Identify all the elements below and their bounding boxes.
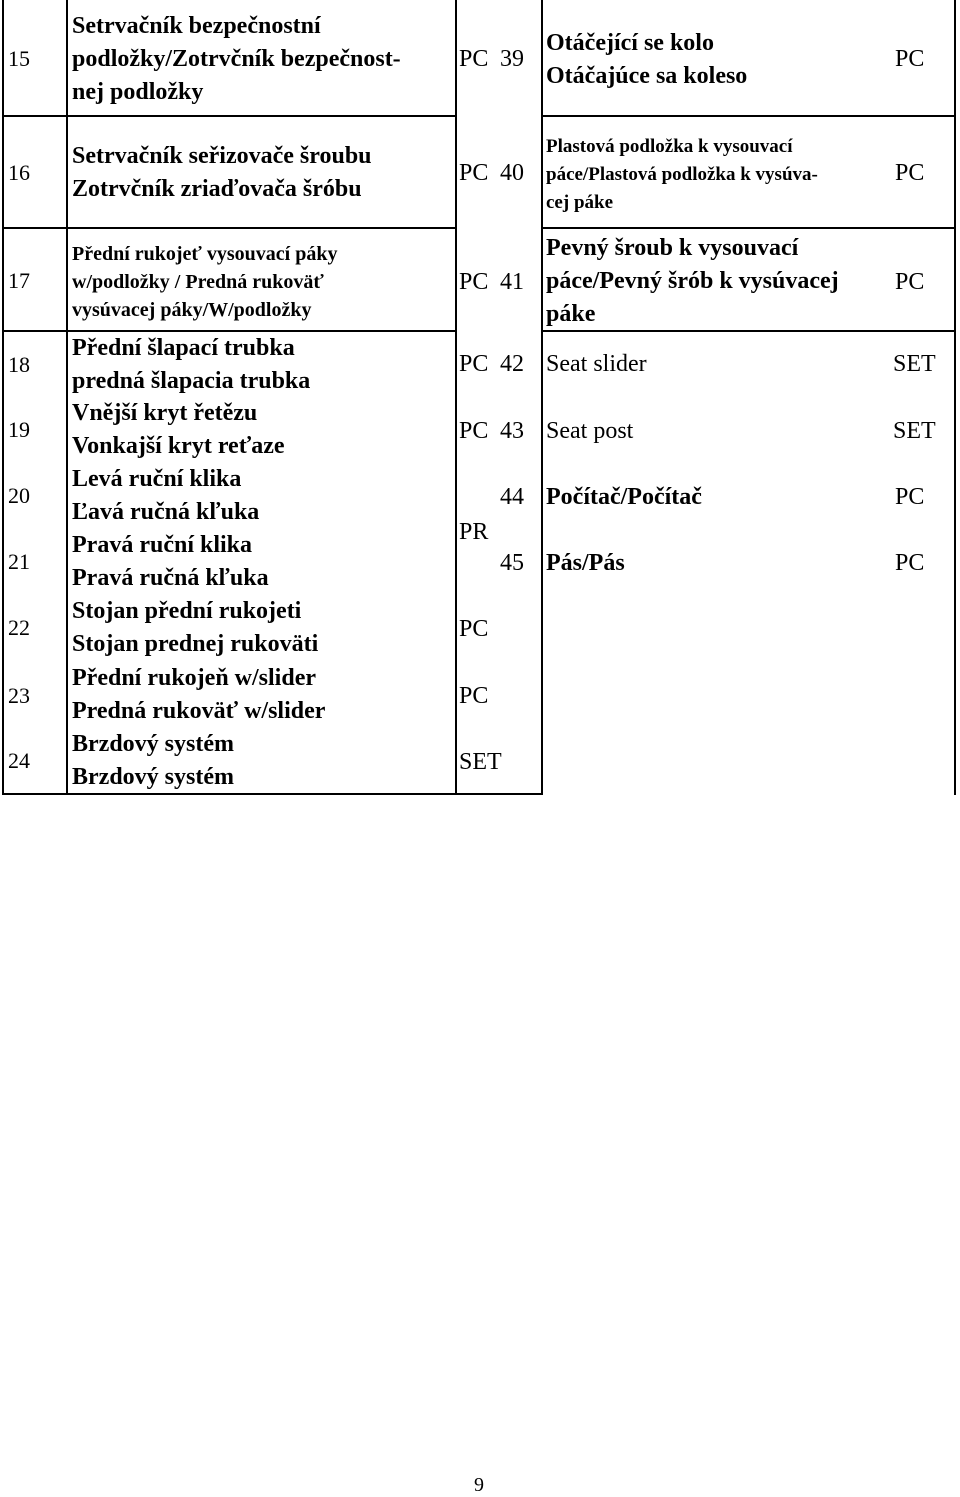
unit-label: PC <box>459 683 489 709</box>
desc-line: Otáčajúce sa koleso <box>546 63 748 89</box>
table-border-left <box>2 0 4 795</box>
part-description <box>72 595 318 661</box>
row-number: 24 <box>8 748 30 773</box>
part-description <box>546 133 818 217</box>
unit-label: PC <box>895 269 925 295</box>
unit-label: PC <box>459 351 489 377</box>
desc-line: podložky/Zotrvčník bezpečnost- <box>72 46 401 72</box>
part-description <box>72 240 337 324</box>
desc-line: Vonkajší kryt reťaze <box>72 433 285 459</box>
unit-label: PC <box>895 160 925 186</box>
desc-line: Přední šlapací trubka <box>72 335 295 361</box>
part-description <box>72 662 325 728</box>
column-divider <box>541 0 543 795</box>
part-description <box>72 140 372 206</box>
desc-line: Pravá ruční klika <box>72 532 253 558</box>
desc-line: Brzdový systém <box>72 731 234 757</box>
desc-line: Přední rukojeť vysouvací páky <box>72 243 338 265</box>
part-description <box>72 397 285 463</box>
desc-line: Vnější kryt řetězu <box>72 400 258 426</box>
part-description: Počítač/Počítač <box>546 484 702 510</box>
desc-line: w/podložky / Predná rukoväť <box>72 271 324 293</box>
desc-line: páke <box>546 301 596 327</box>
row-number: 22 <box>8 615 30 640</box>
part-description <box>72 728 234 794</box>
desc-line: predná šlapacia trubka <box>72 368 311 394</box>
desc-line: Pravá ručná kľuka <box>72 565 269 591</box>
unit-label: SET <box>459 749 502 775</box>
row-number: 18 <box>8 352 30 377</box>
row-number: 19 <box>8 417 30 442</box>
part-description <box>72 463 259 529</box>
desc-line: vysúvacej páky/W/podložky <box>72 299 312 321</box>
desc-line: nej podložky <box>72 79 204 105</box>
part-description <box>72 332 310 398</box>
row-number: 16 <box>8 160 30 185</box>
item-number: 40 <box>500 160 524 186</box>
item-number: 42 <box>500 351 524 377</box>
column-divider <box>66 0 68 795</box>
desc-line: Brzdový systém <box>72 764 234 790</box>
unit-label-merged: PR <box>459 519 489 545</box>
desc-line: Otáčející se kolo <box>546 30 714 56</box>
desc-line: Stojan přední rukojeti <box>72 598 302 624</box>
row-number: 21 <box>8 549 30 574</box>
desc-line: Setrvačník bezpečnostní <box>72 13 321 39</box>
item-number: 41 <box>500 269 524 295</box>
unit-label: PC <box>459 269 489 295</box>
desc-line: Pevný šroub k vysouvací <box>546 235 799 261</box>
part-description <box>546 232 839 331</box>
desc-line: cej páke <box>546 192 614 213</box>
desc-line: Přední rukojeň w/slider <box>72 665 316 691</box>
row-number: 17 <box>8 268 30 293</box>
part-description: Seat slider <box>546 351 647 377</box>
unit-label: PC <box>895 484 925 510</box>
item-number: 39 <box>500 46 524 72</box>
unit-label: PC <box>459 616 489 642</box>
row-number: 20 <box>8 483 30 508</box>
row-divider <box>2 227 457 229</box>
part-description <box>546 27 747 93</box>
item-number: 45 <box>500 550 524 576</box>
unit-label: SET <box>893 418 936 444</box>
desc-line: Setrvačník seřizovače šroubu <box>72 143 372 169</box>
part-description: Pás/Pás <box>546 550 625 576</box>
desc-line: Plastová podložka k vysouvací <box>546 136 793 157</box>
column-divider <box>455 0 457 795</box>
row-divider <box>2 115 457 117</box>
part-description <box>72 529 269 595</box>
unit-label: PC <box>895 46 925 72</box>
part-description: Seat post <box>546 418 634 444</box>
row-number: 15 <box>8 46 30 71</box>
desc-line: Zotrvčník zriaďovača šróbu <box>72 176 362 202</box>
desc-line: páce/Plastová podložka k vysúva- <box>546 164 818 185</box>
page-number: 9 <box>474 1474 484 1496</box>
desc-line: páce/Pevný šrób k vysúvacej <box>546 268 839 294</box>
row-divider <box>541 227 956 229</box>
row-divider <box>541 115 956 117</box>
item-number: 43 <box>500 418 524 444</box>
row-number: 23 <box>8 683 30 708</box>
unit-label: PC <box>459 46 489 72</box>
unit-label: SET <box>893 351 936 377</box>
unit-label: PC <box>459 418 489 444</box>
unit-label: PC <box>459 160 489 186</box>
desc-line: Levá ruční klika <box>72 466 242 492</box>
item-number: 44 <box>500 484 524 510</box>
desc-line: Ľavá ručná kľuka <box>72 499 260 525</box>
table-border-right <box>954 0 956 795</box>
desc-line: Stojan prednej rukoväti <box>72 631 319 657</box>
desc-line: Predná rukoväť w/slider <box>72 698 326 724</box>
part-description <box>72 10 401 109</box>
unit-label: PC <box>895 550 925 576</box>
